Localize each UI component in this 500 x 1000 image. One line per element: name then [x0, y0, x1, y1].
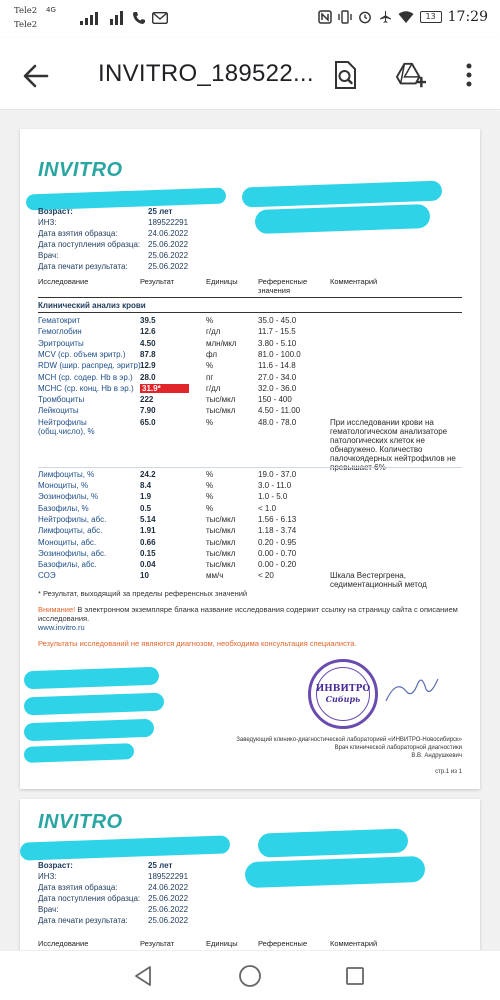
unit-value: пг [206, 372, 214, 382]
table-row [38, 492, 462, 503]
redaction-mark [24, 693, 165, 716]
test-name[interactable]: Эозинофилы, абс. [38, 548, 107, 558]
warning-label: Внимание! [38, 605, 76, 614]
result-value: 12.6 [140, 327, 156, 337]
result-value: 0.5 [140, 503, 152, 513]
test-name[interactable]: Нейтрофилы, абс. [38, 514, 107, 524]
lab-stamp [308, 659, 378, 729]
patient-info-row [38, 872, 258, 882]
patient-info-row [38, 218, 258, 228]
test-name[interactable]: Лимфоциты, абс. [38, 526, 103, 536]
test-name[interactable]: MCHC (ср. конц. Hb в эр.) [38, 383, 134, 393]
info-label: Дата печати результата: [38, 262, 128, 271]
warning-text: В электронном экземпляре бланка название исследования содержит ссылку на страницу сайта с описанием исследования. [38, 605, 458, 623]
unit-value: мм/ч [206, 571, 224, 581]
warning-note [38, 605, 462, 623]
info-label: ИНЗ: [38, 218, 57, 227]
info-label: ИНЗ: [38, 872, 57, 881]
table-row [38, 395, 462, 406]
comment-text: Шкала Вестергрена, седиментационный метод [330, 571, 427, 590]
table-divider [38, 312, 462, 313]
table-row [38, 361, 462, 372]
result-value: 24.2 [140, 469, 156, 479]
invitro-logo: INVITRO [38, 811, 123, 833]
system-nav-bar [0, 950, 500, 1000]
row-divider [38, 467, 462, 468]
reference-range: 3.0 - 11.0 [258, 481, 292, 490]
info-label: Врач: [38, 251, 59, 260]
table-row [38, 526, 462, 537]
info-value: 189522291 [148, 872, 189, 881]
table-divider [38, 297, 462, 298]
test-name[interactable]: Гемоглобин [38, 327, 82, 337]
patient-info-row [38, 861, 258, 871]
patient-info-row [38, 905, 258, 915]
info-value: 25.06.2022 [148, 240, 189, 249]
result-value: 4.50 [140, 338, 156, 348]
result-value: 28.0 [140, 372, 156, 382]
table-row [38, 339, 462, 350]
patient-info-row [38, 207, 258, 217]
more-vert-icon [466, 63, 472, 87]
test-name[interactable]: Тромбоциты [38, 395, 85, 405]
signature-line: В.В. Андрушкевич [411, 753, 462, 759]
document-title: INVITRO_189522... [98, 60, 314, 87]
unit-value: г/дл [206, 383, 221, 393]
result-value: 1.91 [140, 526, 156, 536]
test-name[interactable]: Базофилы, % [38, 503, 89, 513]
patient-info-row [38, 894, 258, 904]
wifi-icon [398, 11, 414, 24]
section-title: Клинический анализ крови [38, 301, 146, 310]
table-row [38, 481, 462, 492]
table-row [38, 316, 462, 327]
unit-value: тыс/мкл [206, 537, 236, 547]
table-row [38, 418, 462, 470]
test-name[interactable]: Эозинофилы, % [38, 492, 99, 502]
info-value: 25.06.2022 [148, 262, 189, 271]
page-number: стр.1 из 1 [435, 769, 462, 775]
clock: 17:29 [447, 9, 488, 25]
patient-info-row [38, 240, 258, 250]
patient-info-row [38, 251, 258, 261]
nav-recents-button[interactable] [340, 961, 370, 991]
column-header-comment: Комментарий [330, 277, 378, 286]
unit-value: % [206, 481, 214, 490]
column-header-result: Результат [140, 277, 175, 286]
redaction-mark [24, 719, 155, 742]
column-header-result: Результат [140, 939, 175, 948]
unit-value: тыс/мкл [206, 514, 236, 524]
signature-line: Заведующий клинико-диагностической лабораторией «ИНВИТРО-Новосибирск» [236, 737, 462, 743]
info-label: Дата поступления образца: [38, 240, 141, 249]
reference-range: 32.0 - 36.0 [258, 383, 297, 393]
patient-info-row [38, 262, 258, 272]
message-icon [152, 12, 168, 24]
stamp-text: Сибирь [325, 694, 361, 704]
unit-value: % [206, 469, 214, 479]
redaction-mark [24, 667, 160, 690]
info-value: 24.06.2022 [148, 229, 189, 238]
test-name[interactable]: Моноциты, абс. [38, 537, 97, 547]
unit-value: млн/мкл [206, 338, 237, 348]
alarm-icon [358, 10, 372, 24]
unit-value: % [206, 492, 214, 502]
test-name[interactable]: Эритроциты [38, 338, 84, 348]
document-search-icon [333, 61, 357, 89]
test-name[interactable]: MCH (ср. содер. Hb в эр.) [38, 372, 133, 382]
reference-range: 19.0 - 37.0 [258, 469, 297, 479]
triangle-back-icon [133, 965, 153, 987]
test-name[interactable]: СОЭ [38, 571, 56, 581]
column-header-test: Исследование [38, 277, 89, 286]
test-name[interactable]: Гематокрит [38, 316, 81, 325]
test-name[interactable]: Базофилы, абс. [38, 560, 97, 570]
table-row [38, 549, 462, 560]
redaction-mark [242, 181, 443, 208]
reference-range: < 20 [258, 571, 274, 581]
redaction-mark [255, 204, 431, 234]
unit-value: тыс/мкл [206, 560, 236, 570]
table-row [38, 515, 462, 526]
carrier-2: Tele2 [14, 20, 38, 30]
reference-range: 1.18 - 3.74 [258, 526, 297, 536]
reference-range: 150 - 400 [258, 395, 292, 405]
reference-range: 4.50 - 11.00 [258, 406, 301, 416]
redaction-mark [24, 743, 134, 763]
result-value: 0.04 [140, 560, 156, 570]
reference-range: 0.00 - 0.70 [258, 548, 297, 558]
info-label: Дата печати результата: [38, 916, 128, 925]
table-row [38, 384, 462, 395]
result-value: 0.66 [140, 537, 156, 547]
reference-range: 1.56 - 6.13 [258, 514, 297, 524]
info-value: 25 лет [148, 207, 173, 216]
document-page-1 [20, 129, 480, 789]
table-row [38, 470, 462, 481]
result-value: 10 [140, 571, 149, 581]
test-name[interactable]: Моноциты, % [38, 481, 89, 490]
unit-value: тыс/мкл [206, 395, 236, 405]
info-label: Возраст: [38, 861, 73, 870]
vibrate-icon [338, 10, 352, 24]
redaction-mark [20, 835, 231, 860]
info-value: 25.06.2022 [148, 916, 189, 925]
arrow-left-icon [23, 64, 49, 88]
reference-range: 1.0 - 5.0 [258, 492, 288, 502]
result-value: 87.8 [140, 349, 156, 359]
unit-value: % [206, 503, 214, 513]
reference-range: 0.20 - 0.95 [258, 537, 297, 547]
result-value: 12.9 [140, 361, 156, 371]
battery-icon: 13 [420, 11, 442, 23]
result-value: 1.9 [140, 492, 152, 502]
table-row [38, 327, 462, 338]
result-value: 39.5 [140, 316, 156, 325]
table-row [38, 504, 462, 515]
info-label: Возраст: [38, 207, 73, 216]
reference-range: 35.0 - 45.0 [258, 316, 297, 325]
reference-range: 48.0 - 78.0 [258, 417, 297, 427]
redaction-mark [258, 828, 409, 857]
patient-info-row [38, 229, 258, 239]
table-row [38, 538, 462, 549]
info-label: Дата поступления образца: [38, 894, 141, 903]
table-row [38, 560, 462, 571]
info-value: 24.06.2022 [148, 883, 189, 892]
footnote: * Результат, выходящий за пределы референсных значений [38, 589, 248, 598]
invitro-logo: INVITRO [38, 159, 123, 181]
unit-value: % [206, 361, 214, 371]
search-in-document-button[interactable] [330, 60, 360, 90]
website-link[interactable]: www.invitro.ru [38, 623, 85, 632]
unit-value: тыс/мкл [206, 548, 236, 558]
reference-range: 0.00 - 0.20 [258, 560, 297, 570]
column-header-reference: Референсные значения [258, 277, 308, 295]
result-value: 5.14 [140, 514, 156, 524]
info-value: 25.06.2022 [148, 905, 189, 914]
airplane-mode-icon [378, 10, 392, 24]
reference-range: 27.0 - 34.0 [258, 372, 297, 382]
test-name[interactable]: RDW (шир. распред. эритр) [38, 361, 141, 371]
column-header-units: Единицы [206, 939, 238, 948]
info-label: Дата взятия образца: [38, 229, 118, 238]
unit-value: % [206, 417, 214, 427]
unit-value: г/дл [206, 327, 221, 337]
comment-text: При исследовании крови на гематологическом анализаторе патологических клеток не обнаружено. Количество палочкоядерных нейтрофилов не [330, 417, 456, 463]
back-button[interactable] [20, 60, 52, 92]
info-label: Дата взятия образца: [38, 883, 118, 892]
result-value: 8.4 [140, 481, 152, 490]
more-options-button[interactable] [454, 60, 484, 90]
carrier-1: Tele2 [14, 6, 38, 16]
signature-line: Врач клинической лабораторной диагностики [334, 745, 462, 751]
table-row [38, 373, 462, 384]
redaction-mark [245, 856, 426, 888]
result-value: 222 [140, 395, 154, 405]
unit-value: тыс/мкл [206, 526, 236, 536]
reference-range: 11.7 - 15.5 [258, 327, 296, 337]
status-bar [0, 0, 500, 38]
unit-value: фл [206, 349, 218, 359]
column-header-reference: Референсные [258, 939, 308, 948]
result-value: 7.90 [140, 406, 156, 416]
reference-range: 81.0 - 100.0 [258, 349, 301, 359]
stamp-text: ИНВИТРО [315, 684, 371, 694]
patient-info-row [38, 883, 258, 893]
signature-icon [382, 671, 442, 707]
signal-icon [80, 11, 104, 25]
nav-home-button[interactable] [235, 961, 265, 991]
test-name[interactable]: Нейтрофилы (общ.число), % [38, 417, 95, 436]
result-value: 65.0 [140, 417, 156, 427]
info-value: 25.06.2022 [148, 894, 189, 903]
unit-value: тыс/мкл [206, 406, 236, 416]
column-header-units: Единицы [206, 277, 238, 286]
result-value: 0.15 [140, 548, 156, 558]
reference-range: 11.6 - 14.8 [258, 361, 296, 371]
patient-info-row [38, 916, 258, 926]
column-header-comment: Комментарий [330, 939, 378, 948]
drive-add-icon [396, 61, 426, 89]
test-name[interactable]: MCV (ср. объем эритр.) [38, 349, 126, 359]
circle-home-icon [238, 964, 262, 988]
square-recents-icon [345, 966, 365, 986]
signal-icon-2 [110, 11, 126, 25]
reference-range: 3.80 - 5.10 [258, 338, 297, 348]
nav-back-button[interactable] [128, 961, 158, 991]
app-bar [0, 38, 500, 110]
flagged-result-value: 31.9* [140, 384, 189, 393]
test-name[interactable]: Лимфоциты, % [38, 469, 95, 479]
table-row [38, 350, 462, 361]
document-page-2 [20, 799, 480, 950]
phone-icon [132, 11, 146, 25]
test-name[interactable]: Лейкоциты [38, 406, 79, 416]
add-to-drive-button[interactable] [396, 60, 426, 90]
pdf-viewer[interactable] [0, 111, 500, 950]
info-value: 189522291 [148, 218, 189, 227]
info-value: 25 лет [148, 861, 173, 870]
table-row [38, 406, 462, 417]
network-type: 4G [46, 6, 56, 14]
reference-range: < 1.0 [258, 503, 277, 513]
column-header-test: Исследование [38, 939, 89, 948]
nfc-icon [318, 10, 332, 24]
info-value: 25.06.2022 [148, 251, 189, 260]
info-label: Врач: [38, 905, 59, 914]
disclaimer: Результаты исследований не являются диагнозом, необходима консультация специалиста. [38, 639, 357, 648]
unit-value: % [206, 316, 214, 325]
